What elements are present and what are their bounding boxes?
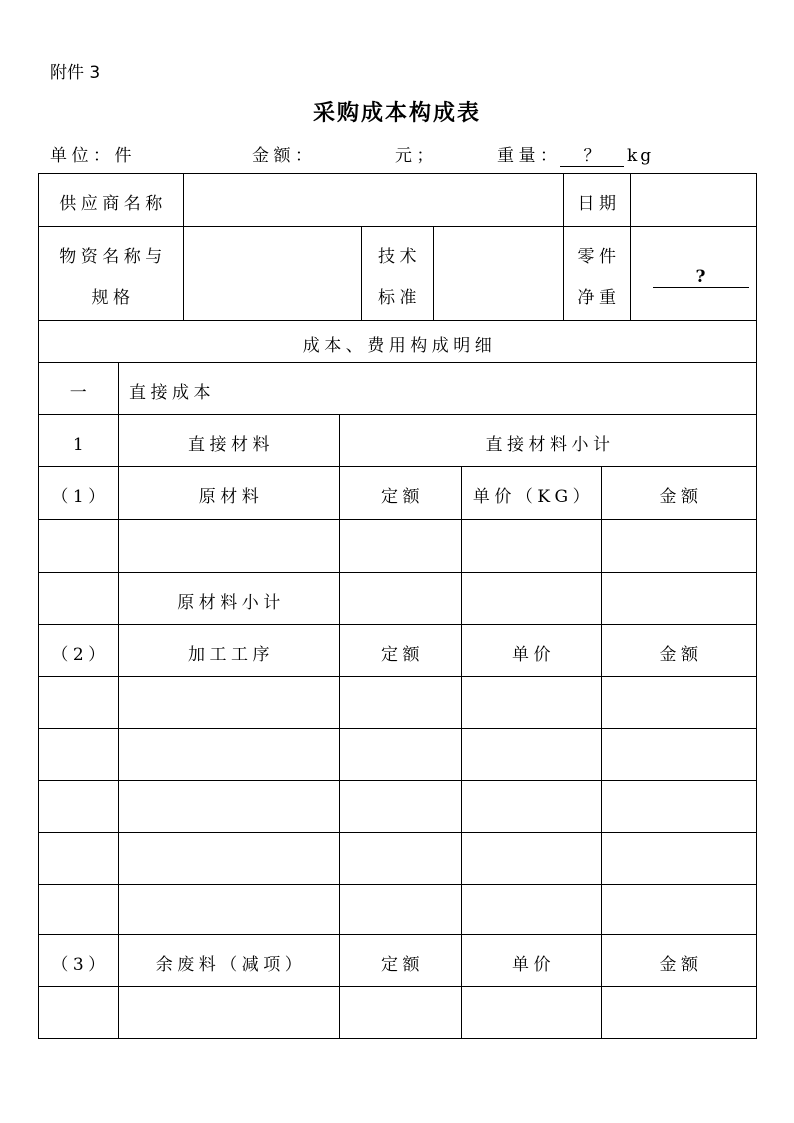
raw-material-unit-price-header: 单价（KG）: [462, 467, 602, 520]
amount-cell: [602, 573, 757, 625]
raw-material-amount-header: 金额: [602, 467, 757, 520]
raw-material-row: [39, 520, 757, 573]
index-cell: [39, 833, 119, 885]
unit-price-cell: [462, 885, 602, 935]
quota-cell: [340, 573, 462, 625]
raw-material-quota-header: 定额: [340, 467, 462, 520]
amount-unit: 元；: [395, 146, 438, 166]
index-cell: [39, 885, 119, 935]
index-cell: [39, 729, 119, 781]
processing-row: [39, 677, 757, 729]
direct-cost-label: 直接成本: [119, 363, 757, 415]
part-net-weight-label-line1: 零件: [577, 246, 621, 267]
scrap-quota-header: 定额: [340, 935, 462, 987]
item-cell: [119, 729, 340, 781]
raw-material-index: （1）: [39, 467, 119, 520]
quota-cell: [340, 677, 462, 729]
scrap-unit-price-header: 单价: [462, 935, 602, 987]
cost-composition-table: [38, 173, 757, 1039]
quota-cell: [340, 833, 462, 885]
amount-cell: [602, 781, 757, 833]
tech-standard-label-cell: [362, 227, 434, 321]
raw-material-header-row: [39, 467, 757, 520]
index-cell: [39, 520, 119, 573]
part-net-weight-field: [631, 227, 757, 321]
scrap-amount-header: 金额: [602, 935, 757, 987]
raw-material-subtotal-row: [39, 573, 757, 625]
part-net-weight-label-line2: 净重: [577, 287, 621, 308]
weight-unit: kg: [627, 146, 655, 166]
weight-value: ？: [560, 146, 624, 167]
direct-material-subtotal-label: 直接材料小计: [340, 415, 757, 467]
page-title: 采购成本构成表: [312, 100, 481, 126]
direct-material-index: 1: [39, 415, 119, 467]
direct-material-row: [39, 415, 757, 467]
item-cell: [119, 677, 340, 729]
processing-row: [39, 729, 757, 781]
material-row: [39, 227, 757, 321]
amount-cell: [602, 833, 757, 885]
unit-price-cell: [462, 987, 602, 1039]
date-field: [631, 174, 757, 227]
amount-cell: [602, 677, 757, 729]
index-cell: [39, 987, 119, 1039]
material-label-cell: [39, 227, 184, 321]
attachment-label: 附件 3: [50, 63, 101, 83]
breakdown-title-row: [39, 321, 757, 363]
item-cell: [119, 885, 340, 935]
amount-cell: [602, 520, 757, 573]
tech-standard-label-line1: 技术: [378, 246, 421, 267]
quota-cell: [340, 729, 462, 781]
quota-cell: [340, 987, 462, 1039]
quota-cell: [340, 885, 462, 935]
amount-label: 金额：: [252, 146, 317, 166]
quota-cell: [340, 781, 462, 833]
amount-cell: [602, 729, 757, 781]
unit-label: 单位：件: [50, 146, 136, 166]
index-cell: [39, 573, 119, 625]
material-label-line2: 规格: [91, 287, 135, 308]
item-cell: [119, 520, 340, 573]
processing-amount-header: 金额: [602, 625, 757, 677]
quota-cell: [340, 520, 462, 573]
supplier-label: 供应商名称: [39, 174, 184, 227]
amount-cell: [602, 987, 757, 1039]
part-net-weight-label-cell: [564, 227, 631, 321]
date-label: 日期: [564, 174, 631, 227]
amount-cell: [602, 885, 757, 935]
raw-material-subtotal-label: 原材料小计: [119, 573, 340, 625]
tech-standard-field: [434, 227, 564, 321]
processing-label: 加工工序: [119, 625, 340, 677]
unit-price-cell: [462, 833, 602, 885]
processing-unit-price-header: 单价: [462, 625, 602, 677]
direct-material-label: 直接材料: [119, 415, 340, 467]
direct-cost-row: [39, 363, 757, 415]
direct-cost-index: 一: [39, 363, 119, 415]
material-name-field: [184, 227, 362, 321]
item-cell: [119, 987, 340, 1039]
weight-label: 重量：: [497, 146, 562, 166]
unit-price-cell: [462, 729, 602, 781]
index-cell: [39, 781, 119, 833]
scrap-label: 余废料（减项）: [119, 935, 340, 987]
scrap-header-row: [39, 935, 757, 987]
item-cell: [119, 781, 340, 833]
unit-price-cell: [462, 573, 602, 625]
scrap-row: [39, 987, 757, 1039]
processing-row: [39, 833, 757, 885]
breakdown-title: 成本、费用构成明细: [39, 321, 757, 363]
material-label-line1: 物资名称与: [59, 246, 167, 267]
unit-price-cell: [462, 520, 602, 573]
tech-standard-label-line2: 标准: [378, 287, 421, 308]
processing-row: [39, 885, 757, 935]
processing-row: [39, 781, 757, 833]
supplier-row: [39, 174, 757, 227]
unit-price-cell: [462, 677, 602, 729]
index-cell: [39, 677, 119, 729]
processing-header-row: [39, 625, 757, 677]
processing-index: （2）: [39, 625, 119, 677]
supplier-name-field: [184, 174, 564, 227]
item-cell: [119, 833, 340, 885]
raw-material-label: 原材料: [119, 467, 340, 520]
part-net-weight-value: ?: [653, 267, 749, 288]
scrap-index: （3）: [39, 935, 119, 987]
processing-quota-header: 定额: [340, 625, 462, 677]
unit-price-cell: [462, 781, 602, 833]
